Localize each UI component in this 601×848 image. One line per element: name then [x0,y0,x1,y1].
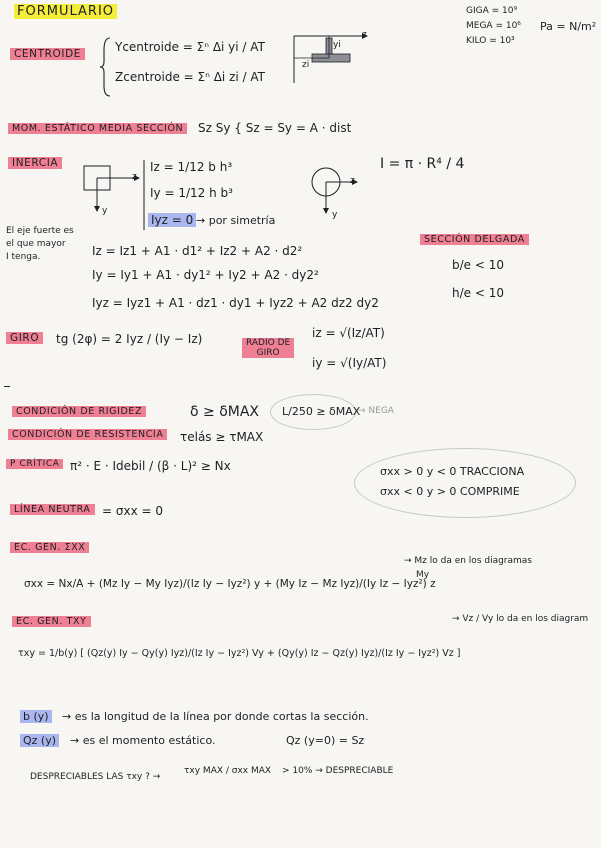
inercia-symmetry-note: → por simetría [196,214,276,227]
linea-neutra-formula: = σxx = 0 [102,504,163,518]
ec-gen-sxx-note-1: → Mz lo da en los diagramas [404,556,532,566]
centroide-diagram-zi: zi [302,60,310,70]
inercia-note-2: el que mayor [6,239,66,249]
ec-gen-txy-formula: τxy = 1/b(y) [ (Qz(y) Iy − Qy(y) Iyz)/(Iz Iy − Iyz²) Vy + (Qy(y) Iz − Qz(y) Iyz)/(Iz Iy − Iyz²) Vz ] [18,648,461,659]
rigidez-bubble-text: L/250 ≥ δMAX [282,405,361,418]
page-title: FORMULARIO [14,4,117,19]
inercia-iy: Iy = 1/12 h b³ [150,186,233,200]
unit-mega: MEGA = 10⁶ [466,21,521,31]
resistencia-formula: τelás ≥ τMAX [180,430,264,444]
resistencia-label: CONDICIÓN DE RESISTENCIA [8,429,167,440]
rigidez-formula: δ ≥ δMAX [190,404,260,420]
traccion-line: σxx > 0 y < 0 TRACCIONA [380,465,525,478]
centroide-z-formula: Zcentroide = Σⁿ Δi zi / AT [115,70,265,84]
inercia-note-1: El eje fuerte es [6,226,74,236]
seccion-delgada-cond2: h/e < 10 [452,286,504,300]
centroide-diagram-yi: yi [333,40,341,50]
steiner-yz: Iyz = Iyz1 + A1 · dz1 · dy1 + Iyz2 + A2 dz2 dy2 [92,296,379,310]
circle-axis-y: y [332,210,338,220]
centroide-y-formula: Ycentroide = Σⁿ Δi yi / AT [115,40,265,54]
radio-giro-label-1: RADIO DE [246,338,291,348]
ec-gen-sxx-formula: σxx = Nx/A + (Mz Iy − My Iyz)/(Iz Iy − Iyz²) y + (My Iz − Mz Iyz)/(Iy Iz − Iyz²) z [24,578,436,590]
radio-giro-label [242,338,294,358]
rect-axis-z: z [132,172,137,182]
inercia-note-3: I tenga. [6,252,41,262]
inercia-label: INERCIA [8,157,62,169]
def-q-text: → es el momento estático. [70,734,216,747]
centroide-brace [100,36,112,98]
seccion-delgada-label: SECCIÓN DELGADA [420,234,529,245]
steiner-y: Iy = Iy1 + A1 · dy1² + Iy2 + A2 · dy2² [92,268,319,282]
p-critica-label: P CRÍTICA [6,459,63,469]
despreciable-result: > 10% → DESPRECIABLE [282,766,394,776]
despreciable-fraction: τxy MAX / σxx MAX [184,766,272,776]
inercia-circle-formula: I = π · R⁴ / 4 [380,156,465,172]
ec-gen-sxx-note-2: My [416,570,430,580]
radio-giro-iy: iy = √(Iy/AT) [312,356,387,370]
p-critica-formula: π² · E · Idebil / (β · L)² ≥ Nx [70,459,231,473]
ec-gen-sxx-label: EC. GEN. ΣXX [10,542,89,553]
unit-giga: GIGA = 10⁹ [466,6,518,16]
despreciable-question: DESPRECIABLES LAS τxy ? → [30,772,161,782]
giro-formula: tg (2φ) = 2 Iyz / (Iy − Iz) [56,332,203,346]
rigidez-label: CONDICIÓN DE RIGIDEZ [12,406,146,417]
mom-estatico-formula: Sz Sy { Sz = Sy = A · dist [198,121,352,135]
linea-neutra-label: LÍNEA NEUTRA [10,504,95,515]
unit-kilo: KILO = 10³ [466,36,515,46]
rectangle-section-diagram [80,162,142,214]
radio-giro-iz: iz = √(Iz/AT) [312,326,385,340]
ec-gen-txy-note: → Vz / Vy lo da en los diagram [452,614,589,624]
centroide-diagram-z: z [362,30,367,40]
def-q-extra: Qz (y=0) = Sz [286,734,365,747]
mom-estatico-label: MOM. ESTÁTICO MEDIA SECCIÓN [8,123,187,134]
centroide-diagram [290,28,370,86]
def-q-label: Qz (y) [20,734,59,747]
comprime-line: σxx < 0 y > 0 COMPRIME [380,485,520,498]
unit-pascal: Pa = N/m² [540,20,597,33]
rect-axis-y: y [102,206,108,216]
seccion-delgada-cond1: b/e < 10 [452,258,504,272]
inercia-iyz: Iyz = 0 [148,213,196,227]
steiner-z: Iz = Iz1 + A1 · d1² + Iz2 + A2 · d2² [92,244,303,258]
giro-label: GIRO [6,332,43,344]
inercia-iz: Iz = 1/12 b h³ [150,160,233,174]
circle-axis-z: z [350,176,355,186]
ec-gen-txy-label: EC. GEN. ΤXY [12,616,91,627]
rigidez-note: → NEGA [358,406,394,416]
radio-giro-label-2: GIRO [256,348,280,358]
divider-mark [4,386,10,387]
def-b-text: → es la longitud de la línea por donde cortas la sección. [62,710,369,723]
def-b-label: b (y) [20,710,52,723]
centroide-label: CENTROIDE [10,48,85,60]
traccion-bubble [354,448,576,518]
